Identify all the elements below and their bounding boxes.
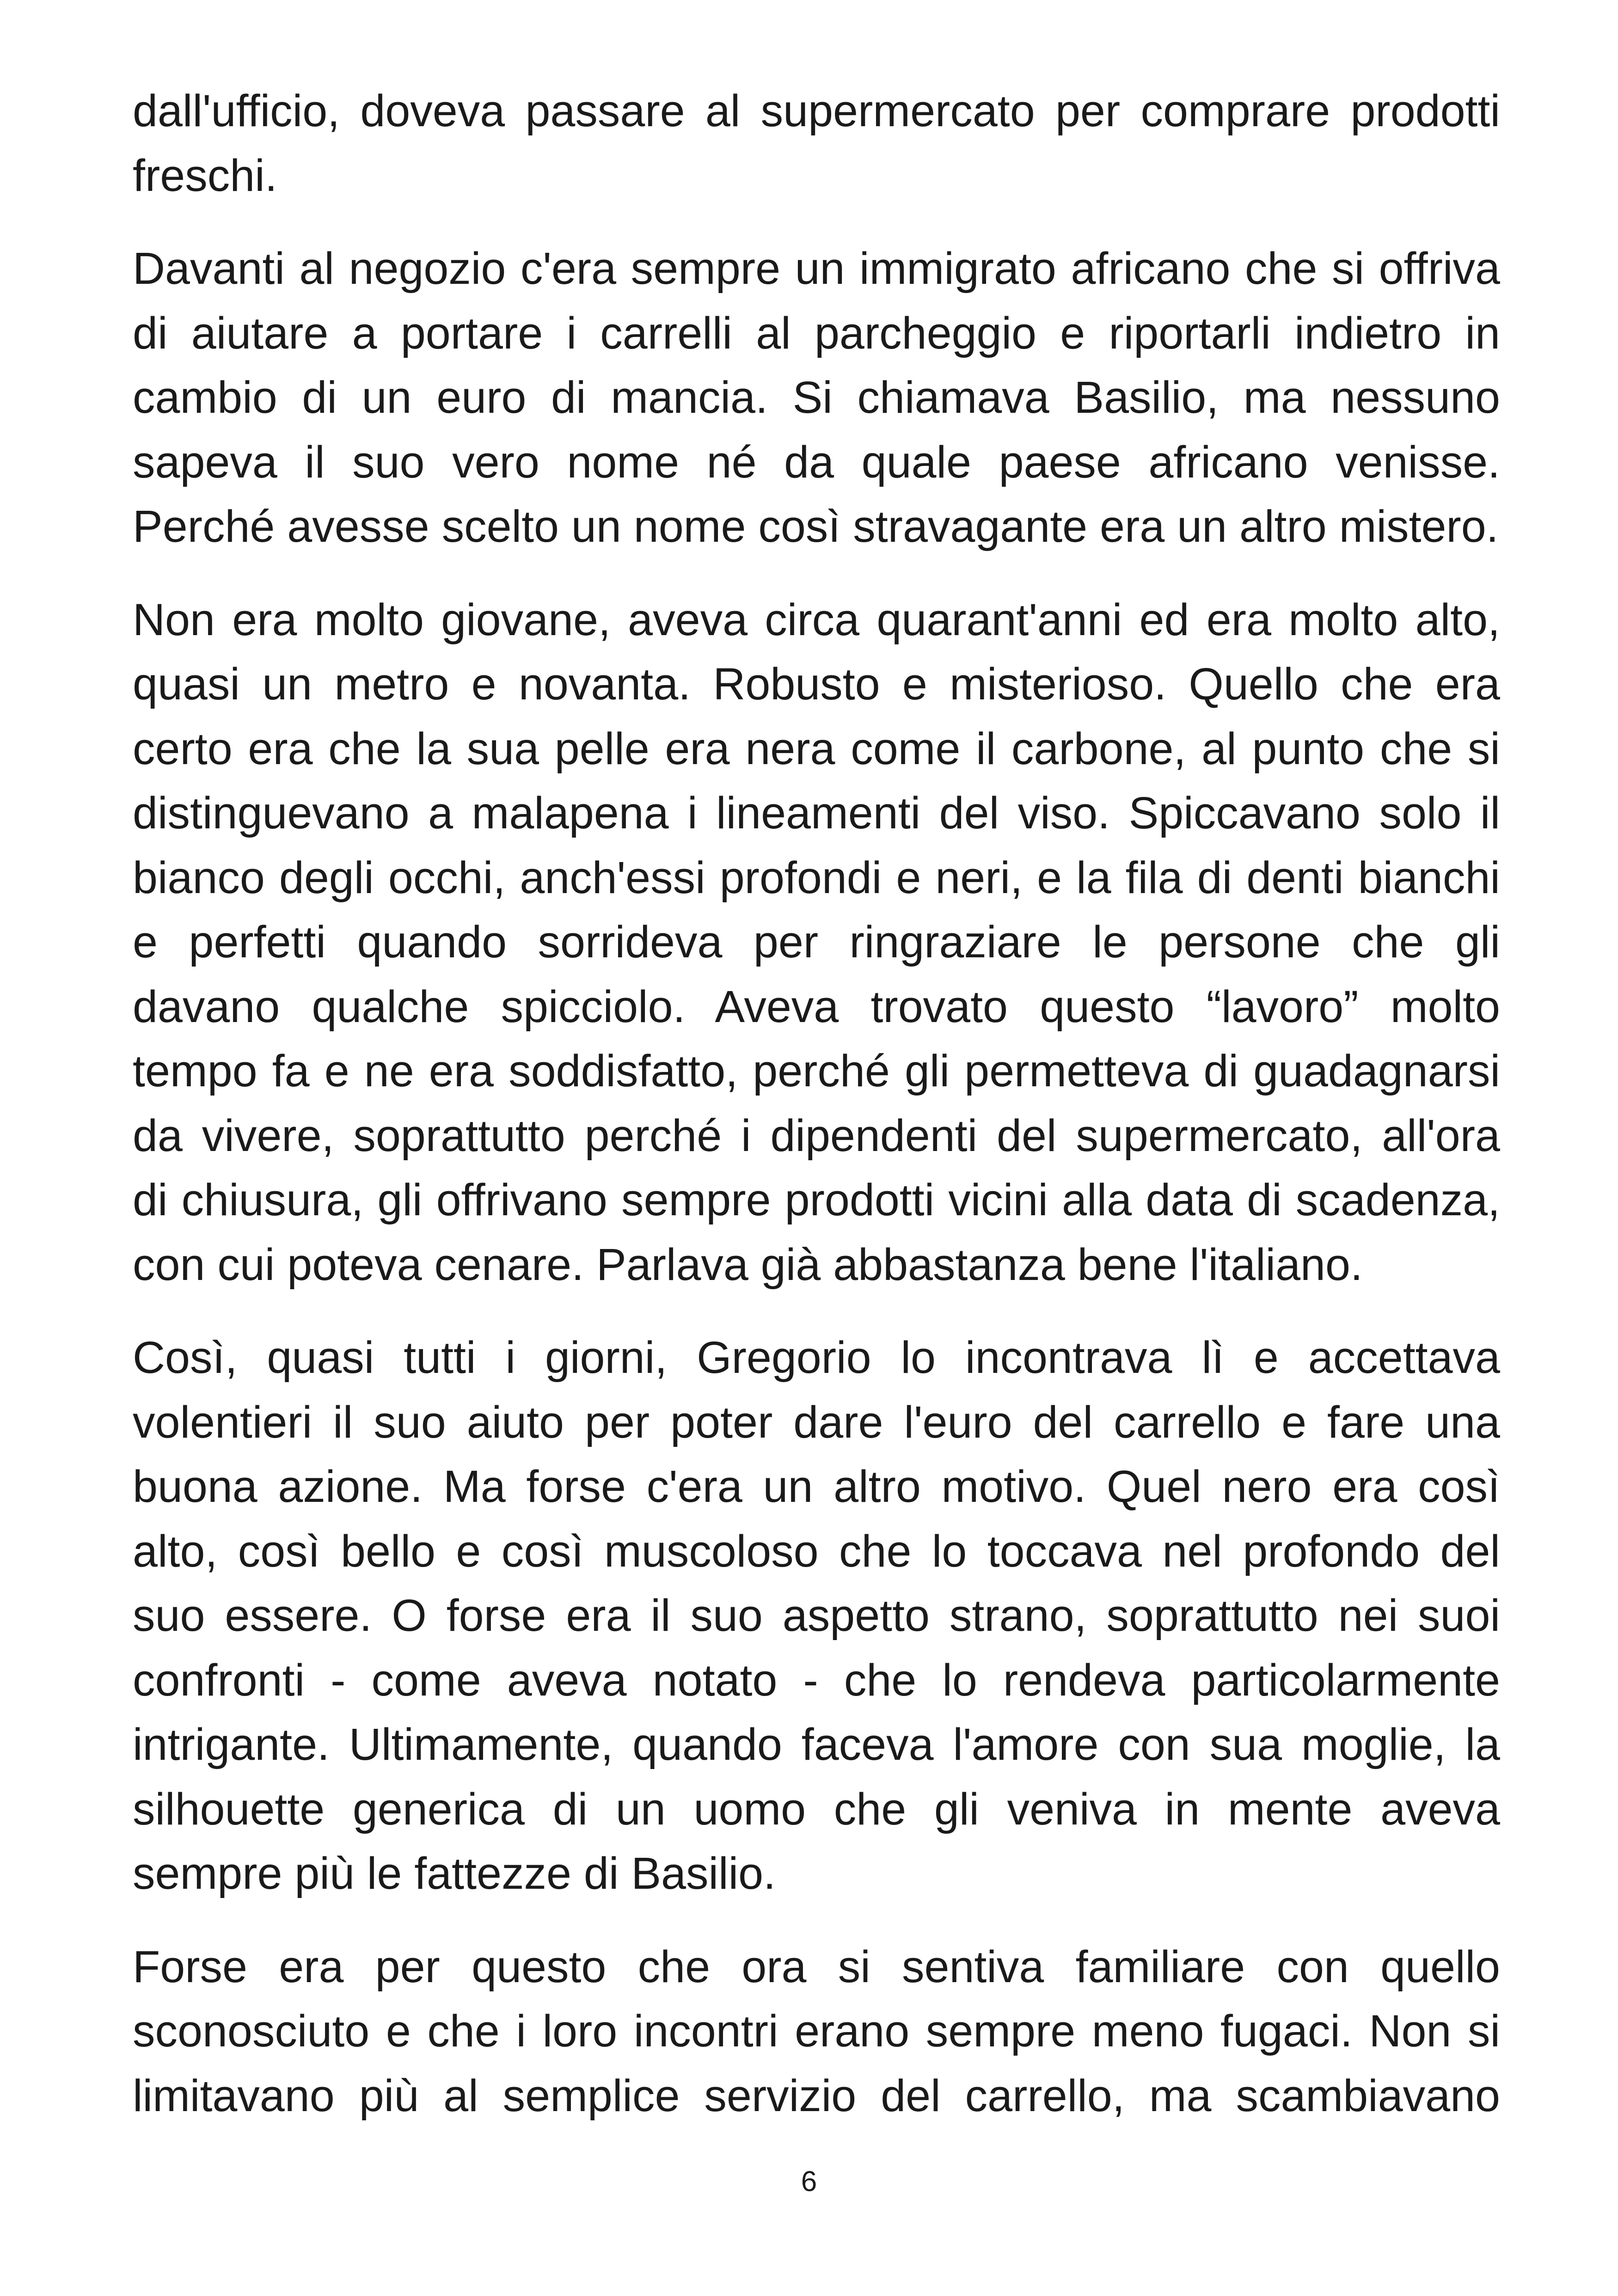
paragraph-3 — [133, 588, 1500, 1297]
text-line: Così, quasi tutti i giorni, Gregorio lo incontrava lì e accettava — [133, 1332, 1500, 1383]
text-line: freschi. — [133, 150, 277, 201]
text-line: davano qualche spicciolo. Aveva trovato questo “lavoro” molto — [133, 981, 1500, 1032]
text-line: sconosciuto e che i loro incontri erano sempre meno fugaci. Non si — [133, 2006, 1500, 2056]
text-line: suo essere. O forse era il suo aspetto strano, soprattutto nei suoi — [133, 1590, 1500, 1641]
paragraph-5 — [133, 1935, 1500, 2128]
text-line: e perfetti quando sorrideva per ringraziare le persone che gli — [133, 917, 1500, 967]
text-line: tempo fa e ne era soddisfatto, perché gli permetteva di guadagnarsi — [133, 1046, 1500, 1096]
text-line: sempre più le fattezze di Basilio. — [133, 1848, 776, 1898]
text-line: silhouette generica di un uomo che gli veniva in mente aveva — [133, 1783, 1500, 1834]
paragraph-4 — [133, 1325, 1500, 1906]
text-line: limitavano più al semplice servizio del carrello, ma scambiavano — [133, 2070, 1500, 2121]
text-line: Forse era per questo che ora si sentiva familiare con quello — [133, 1941, 1500, 1992]
text-line: Perché avesse scelto un nome così stravagante era un altro mistero. — [133, 501, 1499, 551]
text-line: volentieri il suo aiuto per poter dare l'euro del carrello e fare una — [133, 1396, 1500, 1447]
text-line: con cui poteva cenare. Parlava già abbastanza bene l'italiano. — [133, 1239, 1363, 1290]
page-number: 6 — [801, 2166, 817, 2198]
text-line: certo era che la sua pelle era nera come il carbone, al punto che si — [133, 723, 1500, 774]
paragraph-2 — [133, 236, 1500, 559]
text-line: da vivere, soprattutto perché i dipendenti del supermercato, all'ora — [133, 1110, 1500, 1161]
text-line: Davanti al negozio c'era sempre un immigrato africano che si offriva — [133, 243, 1500, 294]
text-line: buona azione. Ma forse c'era un altro motivo. Quel nero era così — [133, 1461, 1500, 1512]
text-line: di chiusura, gli offrivano sempre prodotti vicini alla data di scadenza, — [133, 1175, 1500, 1225]
text-line: intrigante. Ultimamente, quando faceva l'amore con sua moglie, la — [133, 1719, 1500, 1769]
text-line: confronti - come aveva notato - che lo rendeva particolarmente — [133, 1654, 1500, 1705]
text-line: bianco degli occhi, anch'essi profondi e neri, e la fila di denti bianchi — [133, 852, 1500, 903]
text-line: quasi un metro e novanta. Robusto e misterioso. Quello che era — [133, 659, 1500, 709]
paragraph-1 — [133, 79, 1500, 208]
text-line: alto, così bello e così muscoloso che lo toccava nel profondo del — [133, 1525, 1500, 1576]
text-line: distinguevano a malapena i lineamenti del viso. Spiccavano solo il — [133, 788, 1500, 838]
text-line: Non era molto giovane, aveva circa quarant'anni ed era molto alto, — [133, 594, 1500, 645]
text-line: di aiutare a portare i carrelli al parcheggio e riportarli indietro in — [133, 307, 1500, 358]
text-line: dall'ufficio, doveva passare al supermercato per comprare prodotti — [133, 86, 1500, 136]
body-text — [133, 79, 1500, 2156]
text-line: sapeva il suo vero nome né da quale paese africano venisse. — [133, 436, 1500, 487]
text-line: cambio di un euro di mancia. Si chiamava Basilio, ma nessuno — [133, 372, 1500, 422]
